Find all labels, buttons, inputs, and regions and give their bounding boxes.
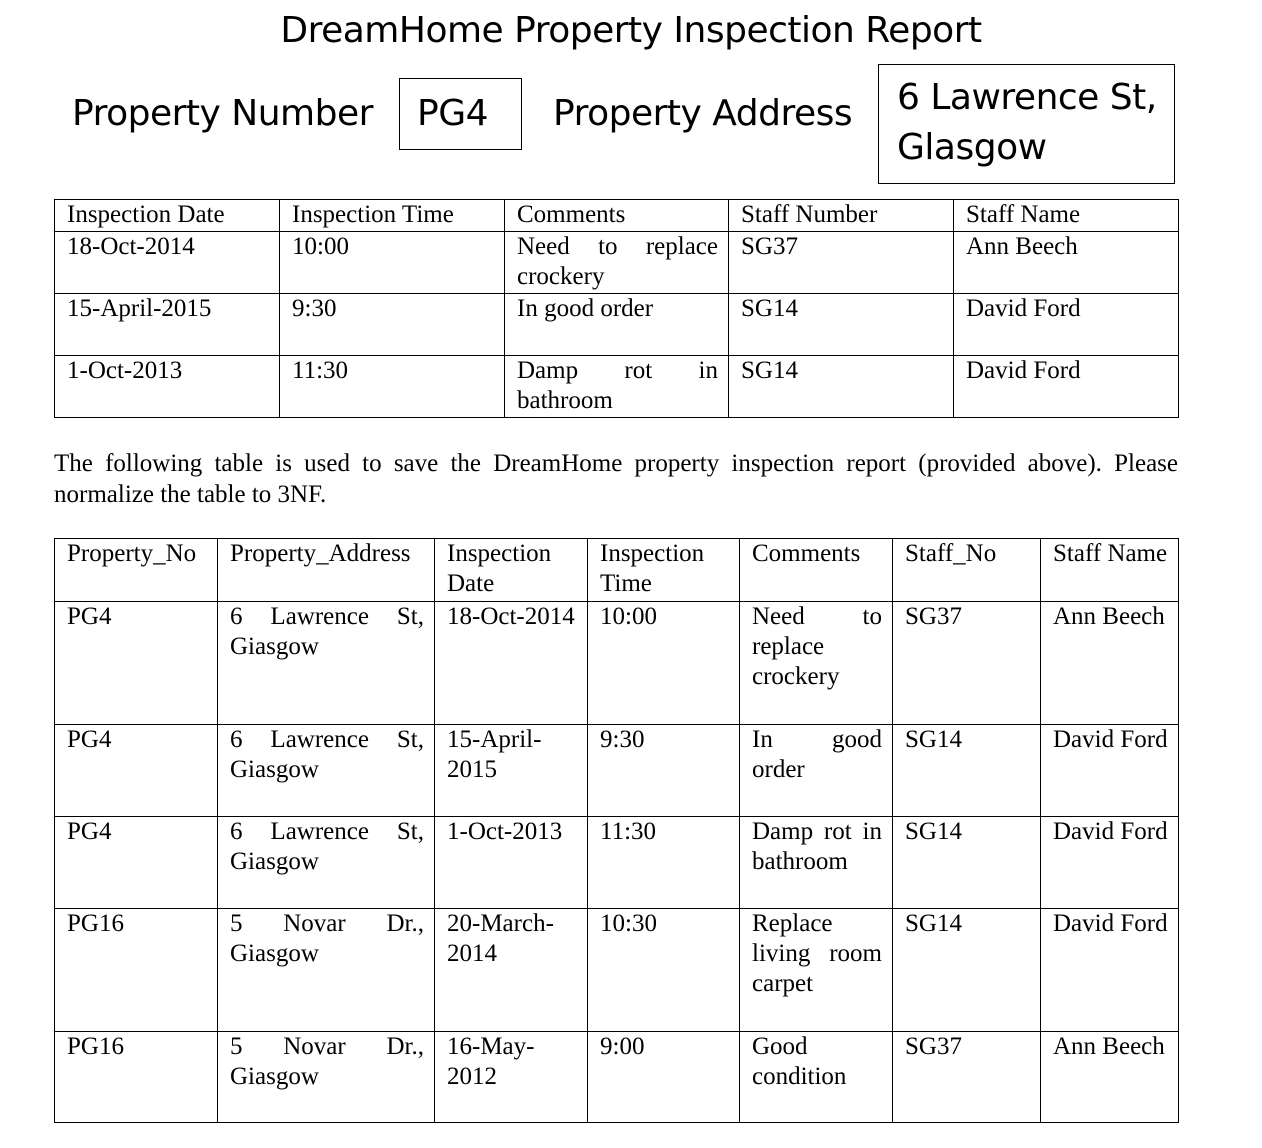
table-cell: PG16 [55,1032,218,1123]
table-cell: PG4 [55,602,218,725]
table-cell: 5 Novar Dr., Giasgow [218,909,435,1032]
inspection-report-table [54,199,1179,418]
table-row [55,1032,1179,1123]
table-header-row [55,200,1179,232]
table-cell: Need to replace crockery [505,232,729,294]
table-cell: PG16 [55,909,218,1032]
column-header: Staff_No [893,539,1041,602]
unnormalized-table [54,538,1179,1123]
table-cell: Ann Beech [954,232,1179,294]
table-cell: In good order [505,294,729,356]
table-header-row [55,539,1179,602]
table-cell: 9:00 [588,1032,740,1123]
table-cell: SG14 [893,725,1041,817]
table-cell: SG14 [893,817,1041,909]
column-header: Property_No [55,539,218,602]
table-cell: 15-April-2015 [55,294,280,356]
table-cell: Damp rot in bathroom [740,817,893,909]
property-address-field: 6 Lawrence St, Glasgow [878,64,1175,184]
table-cell: 9:30 [280,294,505,356]
table-cell: 6 Lawrence St, Giasgow [218,725,435,817]
table-cell: 6 Lawrence St, Giasgow [218,602,435,725]
column-header: Inspection Time [588,539,740,602]
table-cell: Replace living room carpet [740,909,893,1032]
table-cell: Need to replace crockery [740,602,893,725]
table-cell: David Ford [1041,909,1179,1032]
table-cell: 18-Oct-2014 [55,232,280,294]
column-header: Inspection Time [280,200,505,232]
table-cell: David Ford [1041,817,1179,909]
table-cell: 11:30 [588,817,740,909]
table-cell: 6 Lawrence St, Giasgow [218,817,435,909]
column-header: Staff Number [729,200,954,232]
table-cell: Ann Beech [1041,602,1179,725]
table-cell: SG37 [729,232,954,294]
table-cell: SG14 [729,356,954,418]
table-cell: 1-Oct-2013 [435,817,588,909]
table-cell: 10:00 [588,602,740,725]
table-cell: 11:30 [280,356,505,418]
table-cell: 1-Oct-2013 [55,356,280,418]
property-address-label: Property Address [553,93,853,134]
property-number-field: PG4 [399,78,522,150]
column-header: Staff Name [1041,539,1179,602]
table-cell: Good condition [740,1032,893,1123]
table-row [55,356,1179,418]
report-title: DreamHome Property Inspection Report [280,10,982,51]
table-cell: 10:00 [280,232,505,294]
table-cell: PG4 [55,817,218,909]
table-cell: David Ford [954,294,1179,356]
table-cell: SG37 [893,1032,1041,1123]
table-cell: 16-May-2012 [435,1032,588,1123]
table-row [55,725,1179,817]
table-cell: Ann Beech [1041,1032,1179,1123]
table-row [55,602,1179,725]
table-cell: PG4 [55,725,218,817]
table-cell: SG14 [729,294,954,356]
table-row [55,294,1179,356]
table-cell: Damp rot in bathroom [505,356,729,418]
column-header: Inspection Date [55,200,280,232]
table-cell: David Ford [954,356,1179,418]
property-number-label: Property Number [72,93,373,134]
table-cell: 10:30 [588,909,740,1032]
table-row [55,909,1179,1032]
table-cell: 5 Novar Dr., Giasgow [218,1032,435,1123]
column-header: Inspection Date [435,539,588,602]
table-cell: SG37 [893,602,1041,725]
table-cell: 15-April-2015 [435,725,588,817]
instruction-text: The following table is used to save the DreamHome property inspection report (provided above). Please normalize the table to 3NF. [54,450,1178,508]
table-row [55,232,1179,294]
table-cell: 9:30 [588,725,740,817]
column-header: Property_Address [218,539,435,602]
column-header: Staff Name [954,200,1179,232]
table-cell: SG14 [893,909,1041,1032]
table-cell: David Ford [1041,725,1179,817]
column-header: Comments [740,539,893,602]
table-cell: 18-Oct-2014 [435,602,588,725]
table-cell: In good order [740,725,893,817]
table-cell: 20-March-2014 [435,909,588,1032]
table-row [55,817,1179,909]
column-header: Comments [505,200,729,232]
